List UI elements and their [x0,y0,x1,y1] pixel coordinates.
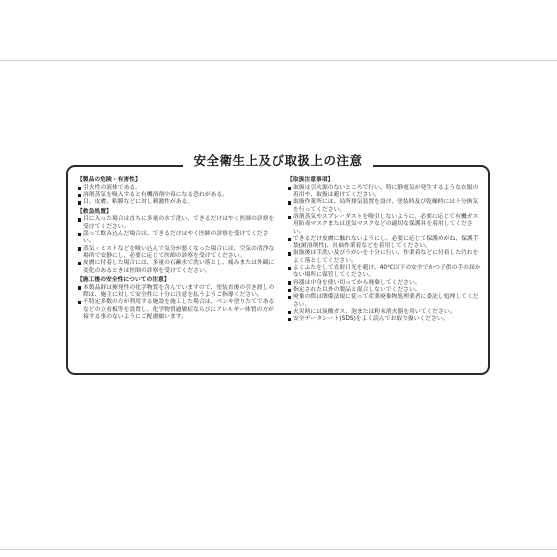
section [77,209,275,275]
bullet-item: 目に入った場合は直ちに多量の水で洗い、できるだけはやく医師の診察を受けてください。 [77,216,275,231]
bullet-item: 不特定多数の方が利用する施設を施工した場合は、ペンキ塗りたてであるなどの立看板等を設置し、化学物質過敏症ならびにアレルギー体質の方が接する事のないようにご配慮願います。 [77,299,275,321]
right-column [287,177,483,324]
bullet-item: よくふたをして直射日光を避け、40℃以下の安全でかつ子供の手の届かない場所に保管してください。 [287,265,483,280]
section [77,277,275,321]
bullet-item: 引火性の液体である。 [77,185,275,192]
bullet-item: 本製品群は揮発性の化学物質を含んでいますので、塗装直後の引き渡しの際は、施主に対して安全性に十分に注意を払うようご指導ください。 [77,285,275,300]
section-title: 【救急処置】 [77,208,112,215]
bullet-item: 指定された以外の製品と混合しないでください。 [287,287,483,294]
section-title: 【取扱注意事項】 [287,177,334,183]
bullet-item: 取扱は引火源のないところで行い、特に静電気が発生するような衣服の着用や、取扱は避けてください。 [287,185,483,200]
section [287,177,483,323]
bullet-item: 取扱作業所には、局所排気装置を設け、塗装時及び乾燥時には十分換気を行ってください。 [287,199,483,214]
bullet-item: 蒸気・ミストなどを吸い込んで気分が悪くなった場合には、空気の清浄な場所で安静にし、必要に応じて医師の診察を受けてください。 [77,246,275,261]
heading-wrap [66,152,490,170]
bullet-list [77,216,275,274]
bullet-item: 安全データシート(SDS)をよく読んでお取り扱いください。 [287,316,483,323]
bullet-list [287,185,483,324]
bullet-item: 火災時には炭酸ガス、泡または粉末消火器を用いてください。 [287,309,483,316]
section-title: 【施工後の安全性についての注意】 [77,276,170,283]
left-column [77,177,275,322]
bullet-item: 目、皮膚、粘膜などに対し刺激性がある。 [77,199,275,206]
bullet-item: できるだけ皮膚に触れないようにし、必要に応じて保護めがね、保護手袋(耐溶剤性)、長袖作業着などを着用してください。 [287,236,483,251]
bullet-list [77,185,275,207]
bullet-item: 溶剤蒸気やスプレーダストを吸引しないように、必要に応じて有機ガス用防毒マスクまたは送気マスクなどの適切な保護具を着用してください。 [287,214,483,236]
section-title: 【製品の危険・有害性】 [77,177,141,183]
section [77,177,275,207]
bullet-item: 皮膚に付着した場合には、多量の石鹸水で洗い落とし、痛みまたは外観に変化のあるときは医師の診察を受けてください。 [77,260,275,275]
bullet-item: 溶剤蒸気を吸入すると有機溶剤中毒になる恐れがある。 [77,192,275,199]
bullet-item: 容器は中身を使い切ってから廃棄してください。 [287,280,483,287]
bullet-item: 誤って飲み込んだ場合は、できるだけはやく医師の診察を受けてください。 [77,231,275,246]
bullet-list [77,285,275,321]
bullet-item: 取扱後は手洗い及びうがいを十分に行い、作業着などに付着した汚れをよく落としてください。 [287,250,483,265]
label-title: 安全衛生上及び取扱上の注意 [183,152,372,170]
bullet-item: 廃棄の際は関係法規に従って産業廃棄物処理業者に委託し処理してください。 [287,294,483,309]
